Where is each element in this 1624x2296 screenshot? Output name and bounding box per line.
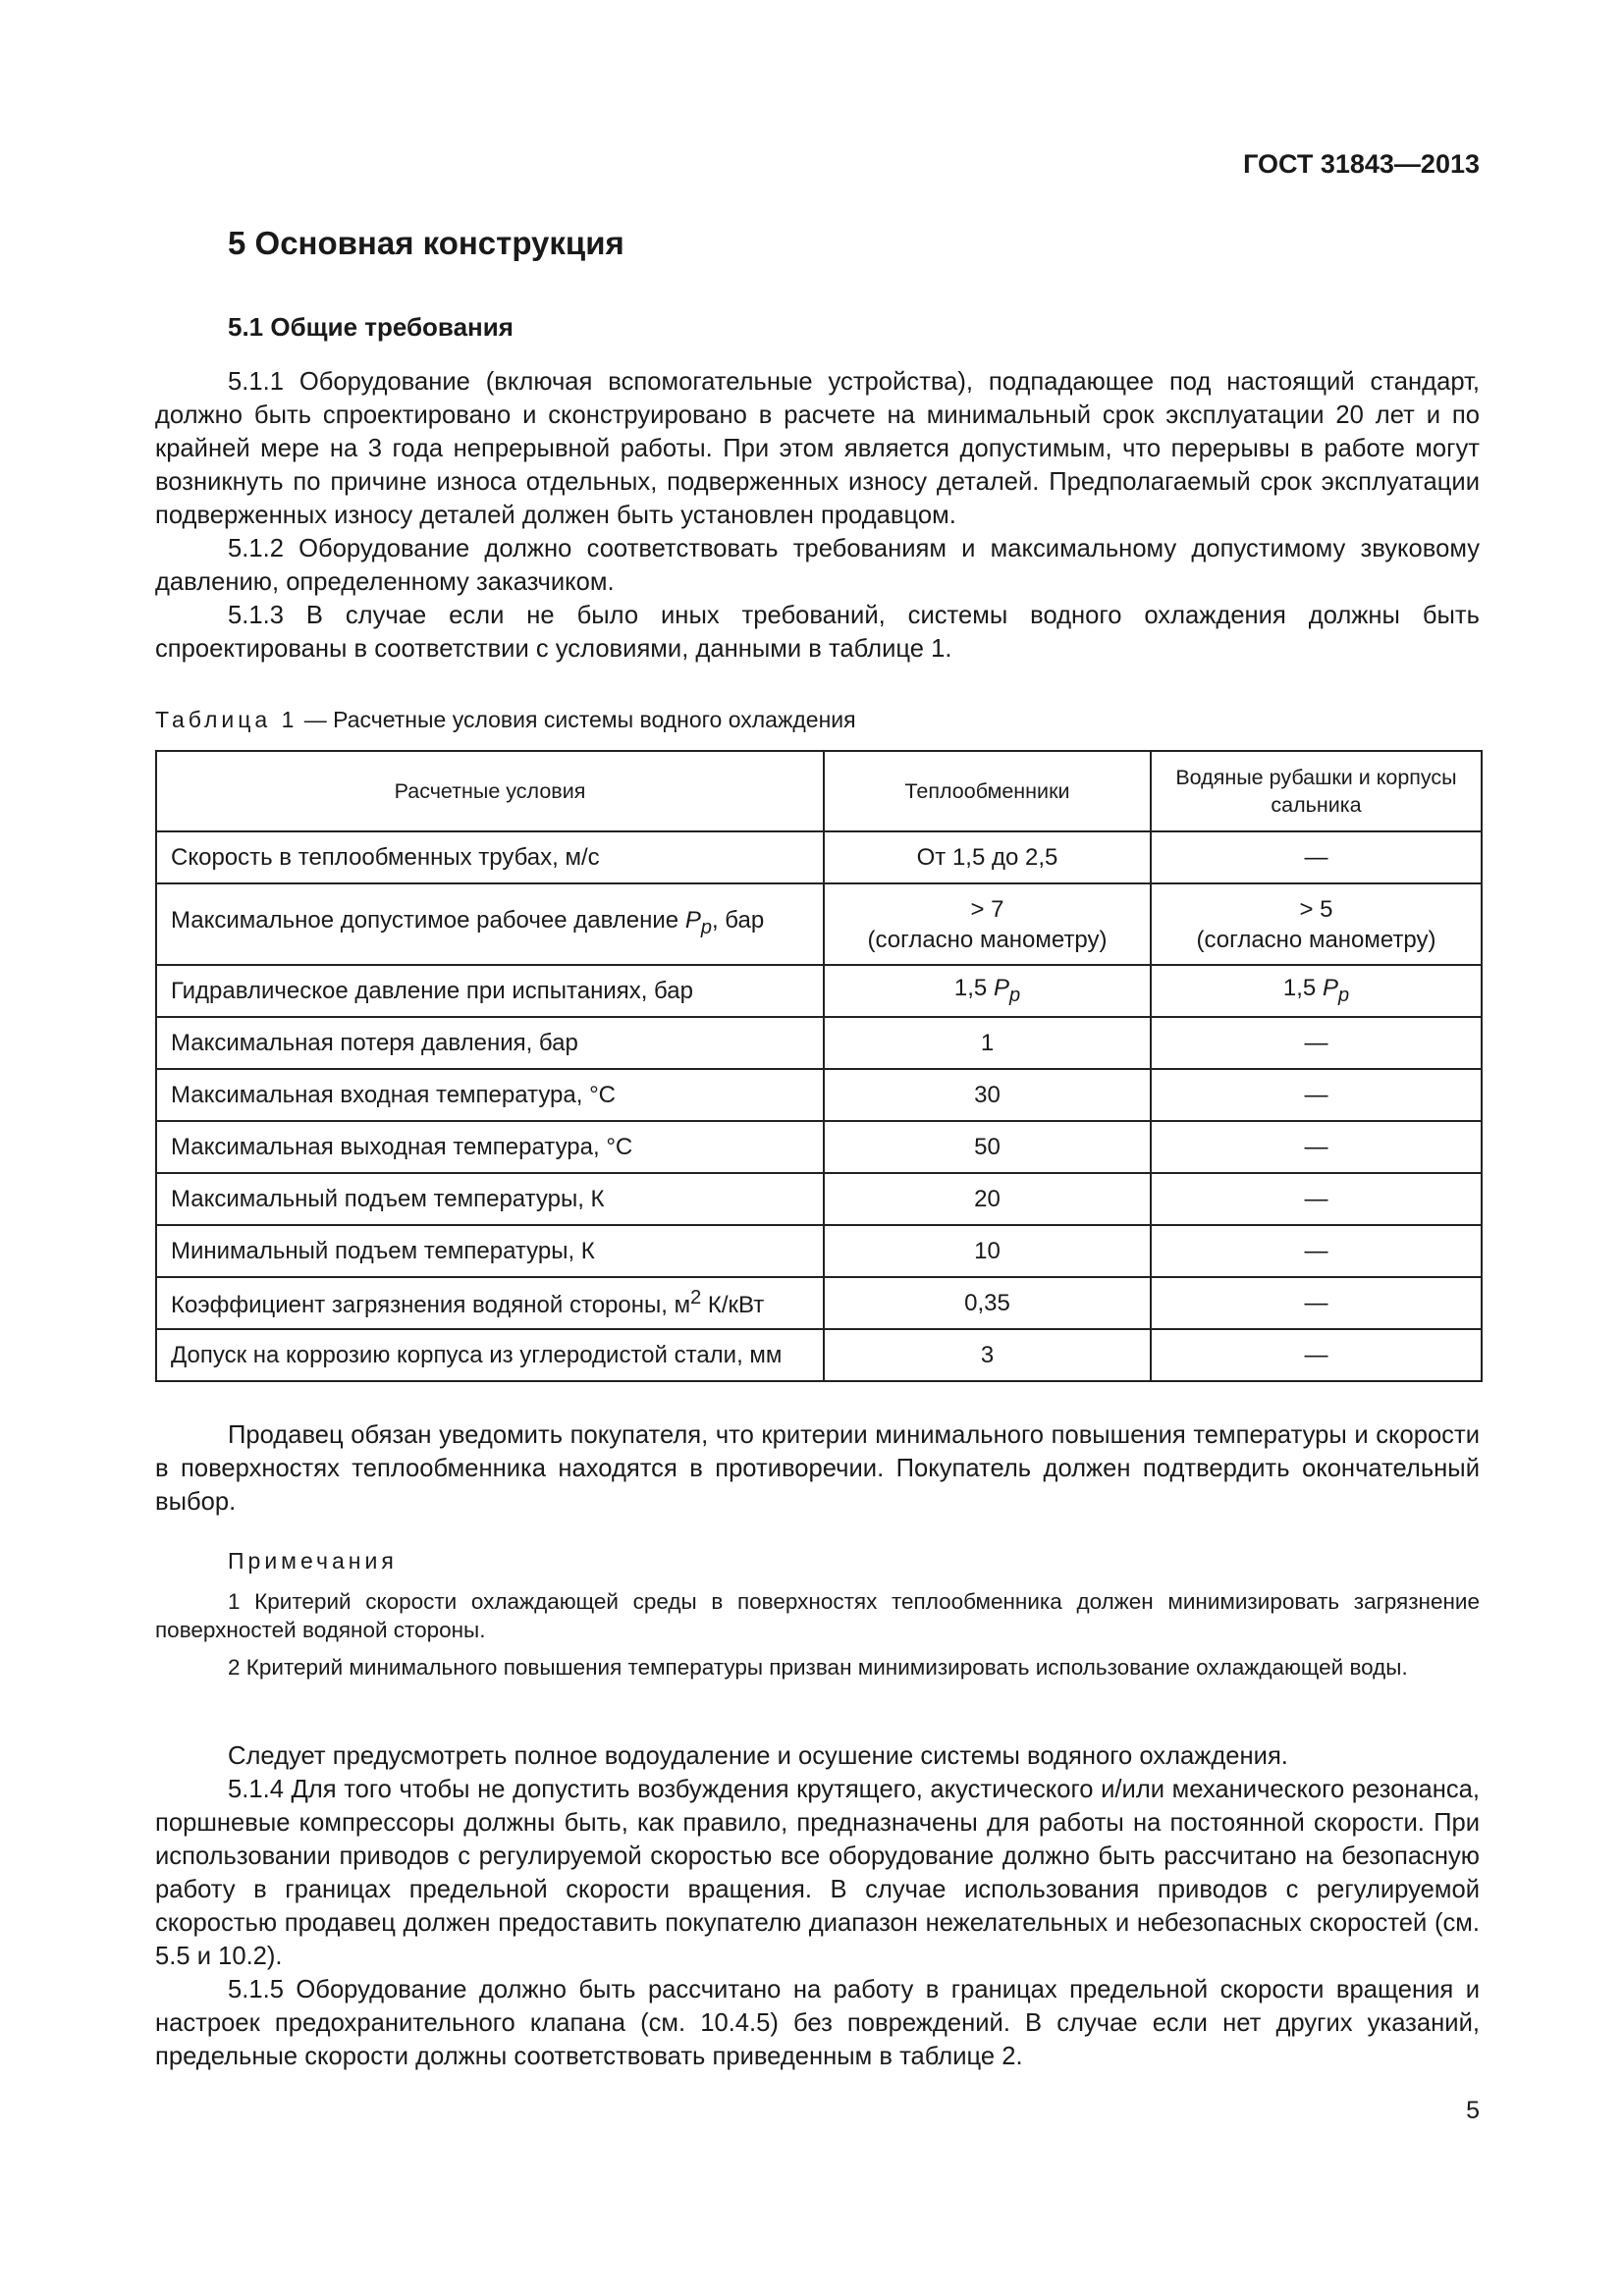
cell-condition: Коэффициент загрязнения водяной стороны, $м^2$ К/кВт (156, 1277, 824, 1329)
paragraph-5-1-5: 5.1.5 Оборудование должно быть рассчитано на работу в границах предельной скорости вращения и настроек предохранительного клапана (см. 10.4.5) без повреждений. В случае если нет других указаний, предельные скорости должны соответствовать приведенным в таблице 2. (155, 1976, 1480, 2070)
cell-condition: Максимальная выходная температура, °С (156, 1121, 824, 1173)
cell-exchangers: > 7 (согласно манометру) (824, 883, 1151, 965)
note-item: 2 Критерий минимального повышения температуры призван минимизировать использование охлаждающей воды. (228, 1655, 1408, 1680)
table-row (156, 1017, 1482, 1069)
table-header-row (156, 751, 1482, 831)
subsection-title: 5.1 Общие требования (228, 312, 514, 342)
table-caption (155, 707, 856, 733)
table-row (156, 965, 1482, 1017)
paragraph-drainage: Следует предусмотреть полное водоудаление и осушение системы водяного охлаждения. (228, 1742, 1288, 1770)
table-row (156, 1225, 1482, 1277)
cell-jackets: — (1151, 1225, 1482, 1277)
paragraph-5-1-3: 5.1.3 В случае если не было иных требований, системы водного охлаждения должны быть спроектированы в соответствии с условиями, данными в таблице 1. (155, 602, 1480, 663)
cell-exchangers: 1 (824, 1017, 1151, 1069)
cell-jackets: > 5 (согласно манометру) (1151, 883, 1482, 965)
table-row (156, 831, 1482, 883)
header-conditions: Расчетные условия (156, 751, 824, 831)
cell-jackets: — (1151, 1121, 1482, 1173)
header-exchangers: Теплообменники (824, 751, 1151, 831)
cell-condition: Минимальный подъем температуры, К (156, 1225, 824, 1277)
cell-condition: Максимальное допустимое рабочее давление $P_p$, бар (156, 883, 824, 965)
requirements-text (155, 365, 1480, 666)
cell-condition: Допуск на коррозию корпуса из углеродистой стали, мм (156, 1329, 824, 1381)
cell-exchangers: 1,5 $P_p$ (824, 965, 1151, 1017)
cell-condition: Максимальная входная температура, °С (156, 1069, 824, 1121)
table-row (156, 1277, 1482, 1329)
table-row (156, 883, 1482, 965)
table-row (156, 1121, 1482, 1173)
cell-jackets: — (1151, 1069, 1482, 1121)
paragraph-5-1-2: 5.1.2 Оборудование должно соответствовать требованиям и максимальному допустимому звуковому давлению, определенному заказчиком. (155, 535, 1480, 596)
notes-block (155, 1587, 1480, 1690)
note-item: 1 Критерий скорости охлаждающей среды в поверхностях теплообменника должен минимизировать загрязнение поверхностей водяной стороны. (155, 1589, 1480, 1642)
seller-notice (155, 1418, 1480, 1519)
table-row (156, 1173, 1482, 1225)
table-row (156, 1069, 1482, 1121)
cell-jackets: — (1151, 1017, 1482, 1069)
table-caption-text: — Расчетные условия системы водного охлаждения (298, 707, 856, 732)
cell-jackets: 1,5 $P_p$ (1151, 965, 1482, 1017)
header-jackets: Водяные рубашки и корпусы сальника (1151, 751, 1482, 831)
cell-exchangers: 3 (824, 1329, 1151, 1381)
cell-jackets: — (1151, 831, 1482, 883)
page-number: 5 (1466, 2097, 1480, 2124)
standard-number: ГОСТ 31843—2013 (1243, 149, 1480, 179)
notes-title: Примечания (228, 1548, 398, 1574)
cell-exchangers: 20 (824, 1173, 1151, 1225)
cell-jackets: — (1151, 1329, 1482, 1381)
requirements-text-continued (155, 1739, 1480, 2073)
cell-jackets: — (1151, 1173, 1482, 1225)
paragraph-5-1-1: 5.1.1 Оборудование (включая вспомогательные устройства), подпадающее под настоящий стандарт, должно быть спроектировано и сконструировано в расчете на минимальный срок эксплуатации 20 лет и по крайней мере на 3 года непрерывной работы. При этом является допустимым, что перерывы в работе могут возникнуть по причине износа отдельных, подверженных износу деталей. Предполагаемый срок эксплуатации подверженных износу деталей должен быть установлен продавцом. (155, 368, 1480, 529)
cooling-conditions-table (155, 750, 1483, 1382)
paragraph-seller-notice: Продавец обязан уведомить покупателя, что критерии минимального повышения температуры и скорости в поверхностях теплообменника находятся в противоречии. Покупатель должен подтвердить окончательный выбор. (155, 1421, 1480, 1516)
cell-condition: Максимальный подъем температуры, К (156, 1173, 824, 1225)
section-title: 5 Основная конструкция (228, 225, 624, 261)
cell-condition: Скорость в теплообменных трубах, м/с (156, 831, 824, 883)
cell-jackets: — (1151, 1277, 1482, 1329)
table-row (156, 1329, 1482, 1381)
cell-condition: Гидравлическое давление при испытаниях, бар (156, 965, 824, 1017)
cell-exchangers: 0,35 (824, 1277, 1151, 1329)
cell-exchangers: 10 (824, 1225, 1151, 1277)
cell-exchangers: От 1,5 до 2,5 (824, 831, 1151, 883)
cell-condition: Максимальная потеря давления, бар (156, 1017, 824, 1069)
table-caption-label: Таблица 1 (155, 707, 298, 732)
paragraph-5-1-4: 5.1.4 Для того чтобы не допустить возбуждения крутящего, акустического и/или механического резонанса, поршневые компрессоры должны быть, как правило, предназначены для работы на постоянной скорости. При использовании приводов с регулируемой скоростью все оборудование должно быть рассчитано на безопасную работу в границах предельной скорости вращения. В случае использования приводов с регулируемой скоростью продавец должен предоставить покупателю диапазон нежелательных и небезопасных скоростей (см. 5.5 и 10.2). (155, 1776, 1480, 1970)
cell-exchangers: 30 (824, 1069, 1151, 1121)
cell-exchangers: 50 (824, 1121, 1151, 1173)
